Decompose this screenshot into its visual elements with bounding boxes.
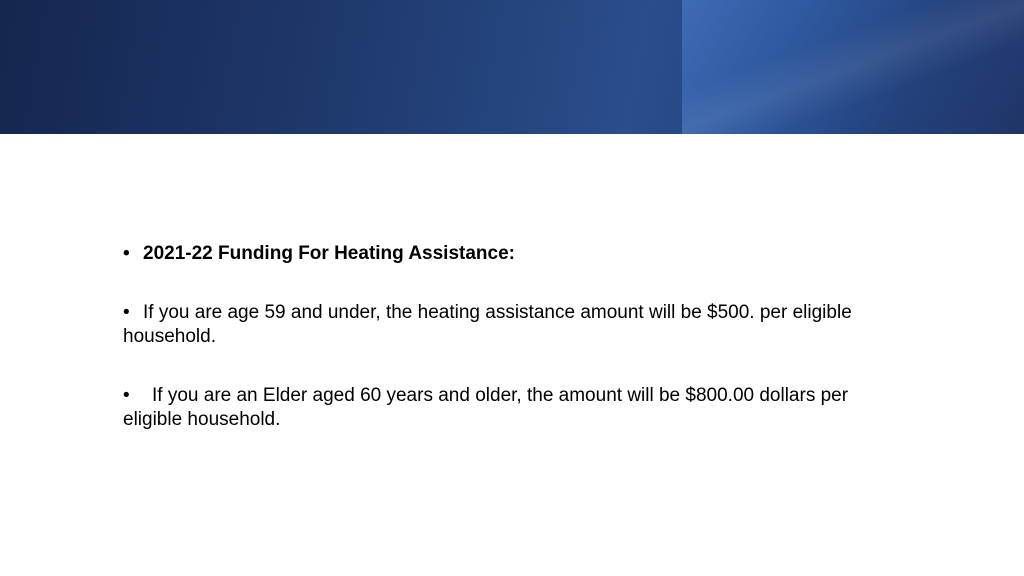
bullet-dot: • bbox=[123, 302, 130, 323]
bullet-heading bbox=[123, 242, 903, 266]
slide-content bbox=[123, 242, 903, 432]
bullet-dot: • bbox=[123, 243, 130, 264]
bullet-item-elder-60 bbox=[123, 384, 903, 432]
header-band bbox=[0, 0, 1024, 134]
item2-text: If you are an Elder aged 60 years and older, the amount will be $800.00 dollars per eligible household. bbox=[123, 385, 849, 430]
bullet-dot: • bbox=[123, 385, 130, 406]
heading-text: 2021-22 Funding For Heating Assistance: bbox=[143, 243, 515, 264]
bullet-item-age-59 bbox=[123, 301, 903, 349]
header-accent-panel bbox=[682, 0, 1024, 134]
item1-text: If you are age 59 and under, the heating assistance amount will be $500. per eligible household. bbox=[123, 302, 852, 347]
